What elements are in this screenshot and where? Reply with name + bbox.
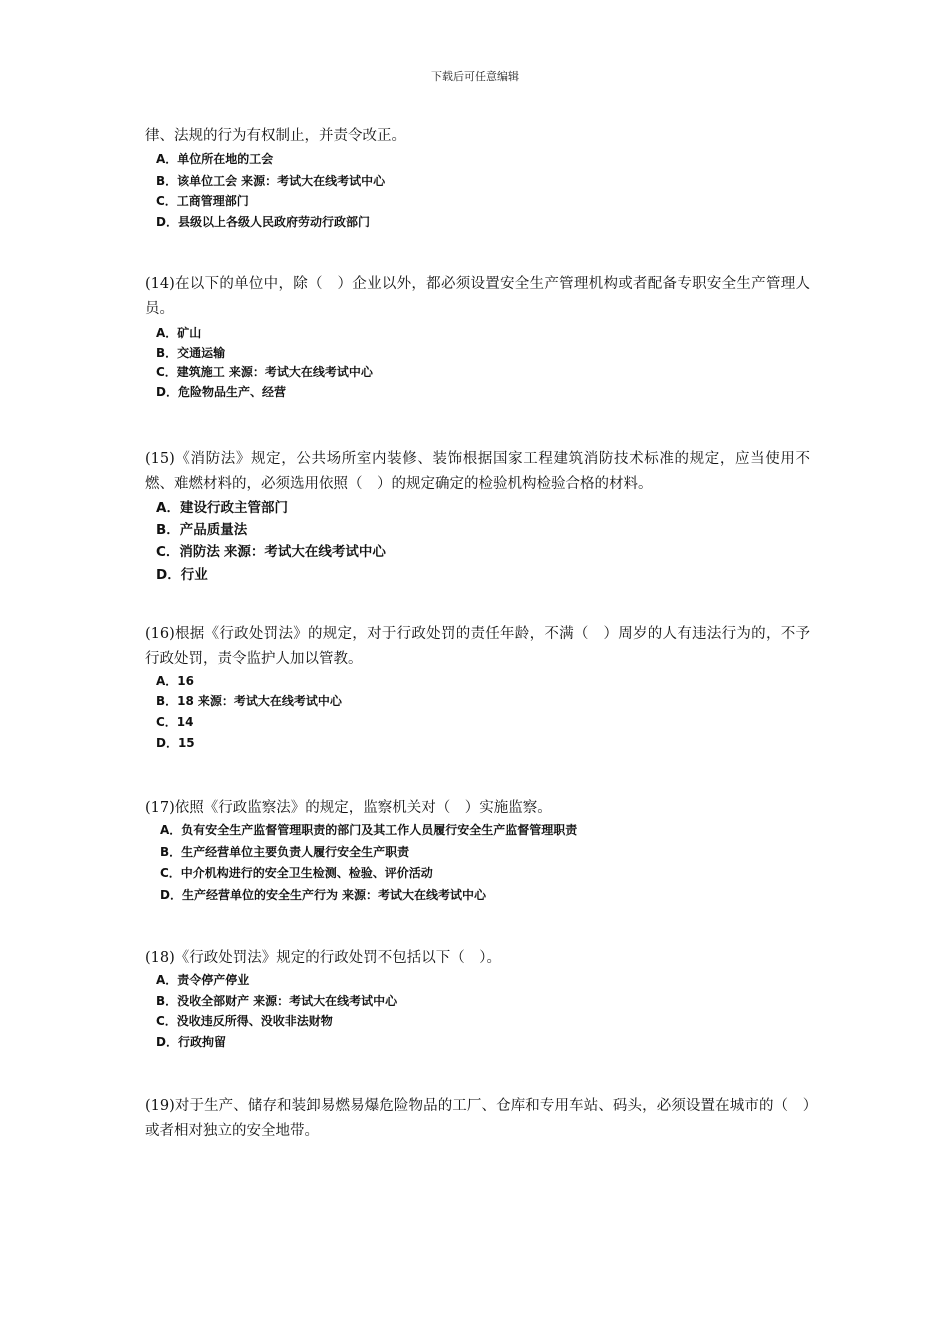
question-13-option-b: B．该单位工会 来源：考试大在线考试中心 (156, 174, 386, 188)
question-16-stem: (16)根据《行政处罚法》的规定，对于行政处罚的责任年龄，不满（ ）周岁的人有违法行为的，不予行政处罚，责令监护人加以管教。 (145, 626, 810, 667)
question-18-option-b: B．没收全部财产 来源：考试大在线考试中心 (156, 994, 398, 1008)
question-15-option-b: B．产品质量法 (156, 522, 248, 538)
question-19-stem: (19)对于生产、储存和装卸易燃易爆危险物品的工厂、仓库和专用车站、码头，必须设置在城市的（ ）或者相对独立的安全地带。 (145, 1098, 810, 1139)
question-14-option-d: D．危险物品生产、经营 (156, 385, 286, 399)
question-13-option-c: C．工商管理部门 (156, 194, 249, 208)
question-14-stem: (14)在以下的单位中，除（ ）企业以外，都必须设置安全生产管理机构或者配备专职安全生产管理人员。 (145, 276, 810, 317)
question-16-option-b: B．18 来源：考试大在线考试中心 (156, 694, 342, 708)
question-18-stem: (18)《行政处罚法》规定的行政处罚不包括以下（ ）。 (145, 950, 502, 966)
question-16-option-a: A．16 (156, 674, 194, 688)
question-14-option-a: A．矿山 (156, 326, 202, 340)
question-16-option-c: C．14 (156, 715, 194, 729)
question-15-stem: (15)《消防法》规定，公共场所室内装修、装饰根据国家工程建筑消防技术标准的规定，应当使用不燃、难燃材料的，必须选用依照（ ）的规定确定的检验机构检验合格的材料。 (145, 451, 810, 492)
question-18-option-d: D．行政拘留 (156, 1035, 226, 1049)
question-16-option-d: D．15 (156, 736, 195, 750)
question-17-stem: (17)依照《行政监察法》的规定，监察机关对（ ）实施监察。 (145, 800, 552, 816)
question-15-option-c: C．消防法 来源：考试大在线考试中心 (156, 544, 386, 560)
question-13-option-d: D．县级以上各级人民政府劳动行政部门 (156, 215, 370, 229)
question-13-stem: 律、法规的行为有权制止，并责令改正。 (145, 128, 406, 144)
question-18-option-c: C．没收违反所得、没收非法财物 (156, 1014, 333, 1028)
question-15-option-d: D．行业 (156, 567, 208, 583)
question-17-option-c: C．中介机构进行的安全卫生检测、检验、评价活动 (160, 866, 433, 880)
question-17-option-b: B．生产经营单位主要负责人履行安全生产职责 (160, 845, 410, 859)
question-17-option-d: D．生产经营单位的安全生产行为 来源：考试大在线考试中心 (160, 888, 486, 902)
question-13-option-a: A．单位所在地的工会 (156, 152, 274, 166)
question-17-option-a: A．负有安全生产监督管理职责的部门及其工作人员履行安全生产监督管理职责 (160, 823, 578, 837)
page-header: 下载后可任意编辑 (431, 70, 519, 83)
question-14-option-b: B．交通运输 (156, 346, 226, 360)
question-14-option-c: C．建筑施工 来源：考试大在线考试中心 (156, 365, 373, 379)
question-18-option-a: A．责令停产停业 (156, 973, 250, 987)
question-15-option-a: A．建设行政主管部门 (156, 500, 288, 516)
